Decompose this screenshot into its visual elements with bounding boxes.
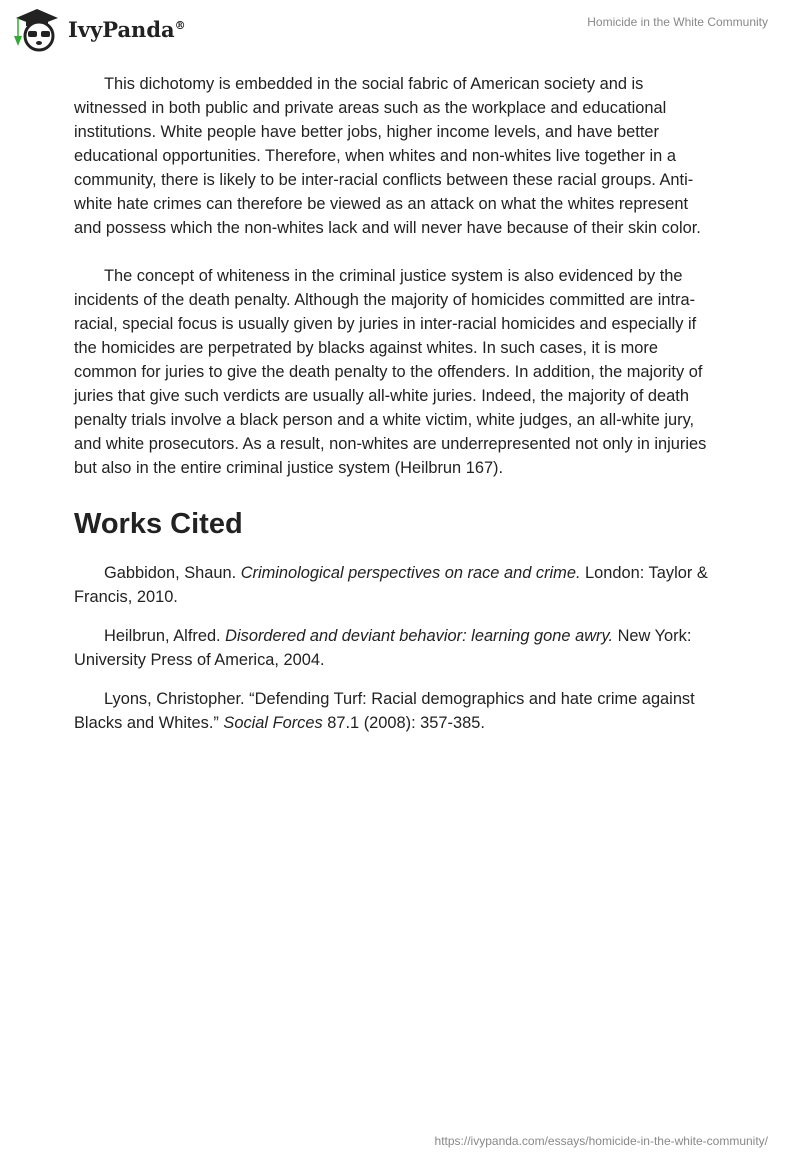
citation-text: Blacks and Whites.” <box>74 714 224 732</box>
citation-entry <box>74 624 754 672</box>
text-line: institutions. White people have better jobs, higher income levels, and have better <box>74 123 659 141</box>
citation-entry <box>74 561 754 609</box>
citation-text: 87.1 (2008): 357-385. <box>322 714 485 732</box>
citation-text: Francis, 2010. <box>74 588 178 606</box>
citation-text: University Press of America, 2004. <box>74 651 325 669</box>
document-title: Homicide in the White Community <box>587 15 768 29</box>
citation-text: London: Taylor & <box>580 564 708 582</box>
text-line: the homicides are perpetrated by blacks against whites. In such cases, it is more <box>74 339 658 357</box>
citation-text: New York: <box>613 627 692 645</box>
text-line: juries that give such verdicts are usually all-white juries. Indeed, the majority of death <box>74 387 689 405</box>
paragraph <box>74 264 754 480</box>
text-line: The concept of whiteness in the criminal justice system is also evidenced by the <box>104 267 683 285</box>
citation-title: Social Forces <box>223 714 323 732</box>
citation-text: Lyons, Christopher. “Defending Turf: Racial demographics and hate crime against <box>104 690 695 708</box>
text-line: white hate crimes can therefore be viewed as an attack on what the whites represent <box>74 195 689 213</box>
text-line: and white prosecutors. As a result, non-whites are underrepresented not only in injuries <box>74 435 707 453</box>
text-line: This dichotomy is embedded in the social fabric of American society and is <box>104 75 644 93</box>
text-line: common for juries to give the death penalty to the offenders. In addition, the majority of <box>74 363 703 381</box>
text-line: community, there is likely to be inter-racial conflicts between these racial groups. Anti- <box>74 171 694 189</box>
citation-text: Heilbrun, Alfred. <box>104 627 226 645</box>
text-line: and possess which the non-whites lack and will never have because of their skin color. <box>74 219 701 237</box>
essay-body <box>74 72 754 750</box>
source-url[interactable]: https://ivypanda.com/essays/homicide-in-the-white-community/ <box>434 1134 768 1148</box>
paragraph <box>74 72 754 240</box>
brand-name: IvyPanda® <box>68 16 186 42</box>
text-line: racial, special focus is usually given by juries in inter-racial homicides and especially if <box>74 315 697 333</box>
text-line: penalty trials involve a black person and a white victim, white judges, an all-white jury, <box>74 411 695 429</box>
text-line: witnessed in both public and private areas such as the workplace and educational <box>74 99 667 117</box>
text-line: educational opportunities. Therefore, when whites and non-whites live together in a <box>74 147 676 165</box>
citation-text: Gabbidon, Shaun. <box>104 564 241 582</box>
logo[interactable] <box>12 6 186 52</box>
citation-title: Criminological perspectives on race and crime. <box>240 564 581 582</box>
works-cited-heading: Works Cited <box>74 508 243 540</box>
citation-entry <box>74 687 754 735</box>
text-line: but also in the entire criminal justice system (Heilbrun 167). <box>74 459 504 477</box>
panda-logo-icon <box>12 6 62 52</box>
text-line: incidents of the death penalty. Although the majority of homicides committed are intra- <box>74 291 696 309</box>
citation-title: Disordered and deviant behavior: learning gone awry. <box>225 627 614 645</box>
